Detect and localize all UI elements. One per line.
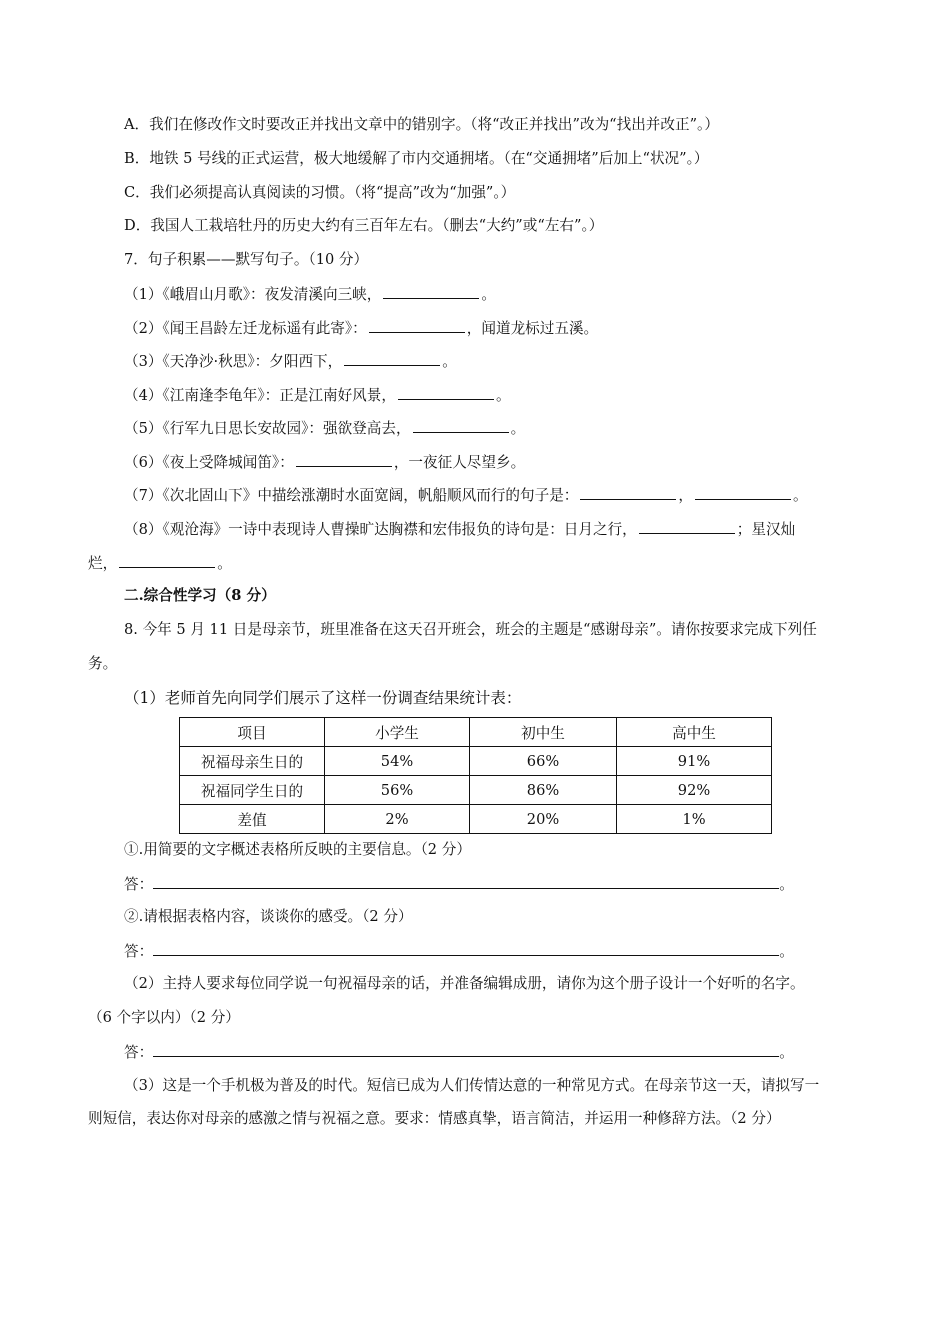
table-cell: 1% [617,805,772,834]
q7-item-8-line-1 [124,519,872,540]
q7-item-6 [124,452,872,473]
fill-blank[interactable] [413,418,509,433]
q7-item-4-end: 。 [495,387,511,404]
option-c: C．我们必须提高认真阅读的习惯。（将“提高”改为“加强”。） [124,184,516,201]
answer-end: 。 [779,1044,794,1061]
q7-item-3 [124,351,872,372]
q7-item-8-text: （8）《观沧海》一诗中表现诗人曹操旷达胸襟和宏伟报负的诗句是：日月之行， [124,521,637,538]
fill-blank[interactable] [296,452,392,467]
option-b: B．地铁 5 号线的正式运营，极大地缓解了市内交通拥堵。（在“交通拥堵”后加上“状况”。） [124,150,709,167]
fill-blank[interactable] [639,519,735,534]
fill-blank[interactable] [344,351,440,366]
sub-question-3-line-1: （3）这是一个手机极为普及的时代。短信已成为人们传情达意的一种常见方式。在母亲节这一天，请拟写一 [124,1077,820,1094]
q7-item-5 [124,418,872,439]
table-cell: 91% [617,747,772,776]
q7-item-3-text: （3）《天净沙·秋思》：夕阳西下， [124,353,343,370]
q7-item-6-text: （6）《夜上受降城闻笛》： [124,454,294,471]
answer-blank[interactable] [153,941,779,956]
option-d: D．我国人工栽培牡丹的历史大约有三百年左右。（删去“大约”或“左右”。） [124,217,604,234]
survey-table [179,717,772,834]
table-row [180,776,772,805]
fill-blank[interactable] [695,485,791,500]
answer-end: 。 [779,876,794,893]
sub-question-3-line-2: 则短信，表达你对母亲的感激之情与祝福之意。要求：情感真挚，语言简洁，并运用一种修辞方法。（2 分） [88,1110,781,1127]
sub-question-1a: ①.用简要的文字概述表格所反映的主要信息。（2 分） [124,841,471,858]
answer-line-1b [124,941,872,962]
q7-item-2 [124,318,872,339]
fill-blank[interactable] [398,385,494,400]
q7-item-6-end: ，一夜征人尽望乡。 [393,454,526,471]
table-cell: 2% [325,805,470,834]
answer-end: 。 [779,943,794,960]
sub-question-2-line-1: （2）主持人要求每位同学说一句祝福母亲的话，并准备编辑成册，请你为这个册子设计一个好听的名字。 [124,975,805,992]
q7-item-8-mid: ；星汉灿 [736,521,796,538]
sub-question-1: （1）老师首先向同学们展示了这样一份调查结果统计表： [124,689,522,707]
q7-item-8-end: 。 [217,555,232,572]
table-row [180,747,772,776]
table-header: 初中生 [470,718,617,747]
table-header: 项目 [180,718,325,747]
q7-item-2-text: （2）《闻王昌龄左迁龙标遥有此寄》： [124,320,367,337]
answer-line-1a [124,874,872,895]
answer-label: 答： [124,876,154,893]
table-header: 高中生 [617,718,772,747]
q7-item-7-end: 。 [793,487,808,504]
q7-item-7-text: （7）《次北固山下》中描绘涨潮时水面宽阔，帆船顺风而行的句子是： [124,487,579,504]
answer-line-2 [124,1042,872,1063]
table-cell: 86% [470,776,617,805]
table-header-row [180,718,772,747]
table-cell: 祝福同学生日的 [180,776,325,805]
answer-label: 答： [124,1044,154,1061]
q7-item-2-end: ，闻道龙标过五溪。 [466,320,599,337]
question-7-title: 7．句子积累——默写句子。（10 分） [124,251,369,268]
q7-item-4-text: （4）《江南逢李龟年》：正是江南好风景， [124,387,396,404]
table-header: 小学生 [325,718,470,747]
q7-item-4 [124,385,872,406]
answer-label: 答： [124,943,154,960]
answer-blank[interactable] [153,1042,779,1057]
table-cell: 祝福母亲生日的 [180,747,325,776]
sub-question-2-line-2: （6 个字以内）（2 分） [88,1009,240,1026]
question-8-line-2: 务。 [88,655,118,672]
q7-item-5-end: 。 [510,420,526,437]
fill-blank[interactable] [119,553,215,568]
q7-item-1-end: 。 [481,286,496,303]
q7-item-7 [124,485,872,506]
q7-item-1-text: （1）《峨眉山月歌》：夜发清溪向三峡， [124,286,382,303]
section-2-heading: 二.综合性学习（8 分） [124,587,276,604]
table-cell: 20% [470,805,617,834]
table-cell: 54% [325,747,470,776]
fill-blank[interactable] [383,284,479,299]
fill-blank[interactable] [369,318,465,333]
table-row [180,805,772,834]
q7-item-1 [124,284,872,305]
table-cell: 66% [470,747,617,776]
q7-item-3-end: 。 [442,353,457,370]
sub-question-1b: ②.请根据表格内容，谈谈你的感受。（2 分） [124,908,413,925]
q7-item-5-text: （5）《行军九日思长安故园》：强欲登高去， [124,420,411,437]
table-cell: 56% [325,776,470,805]
fill-blank[interactable] [580,485,676,500]
q7-item-8-line-2 [88,553,872,574]
q7-item-8-cont: 烂， [88,555,118,572]
question-8-line-1: 8. 今年 5 月 11 日是母亲节，班里准备在这天召开班会，班会的主题是“感谢母亲”。请你按要求完成下列任 [124,621,817,638]
table-cell: 92% [617,776,772,805]
option-a: A．我们在修改作文时要改正并找出文章中的错别字。（将“改正并找出”改为“找出并改正”。） [124,116,719,133]
table-cell: 差值 [180,805,325,834]
q7-item-7-comma: ， [678,487,694,504]
answer-blank[interactable] [153,874,779,889]
